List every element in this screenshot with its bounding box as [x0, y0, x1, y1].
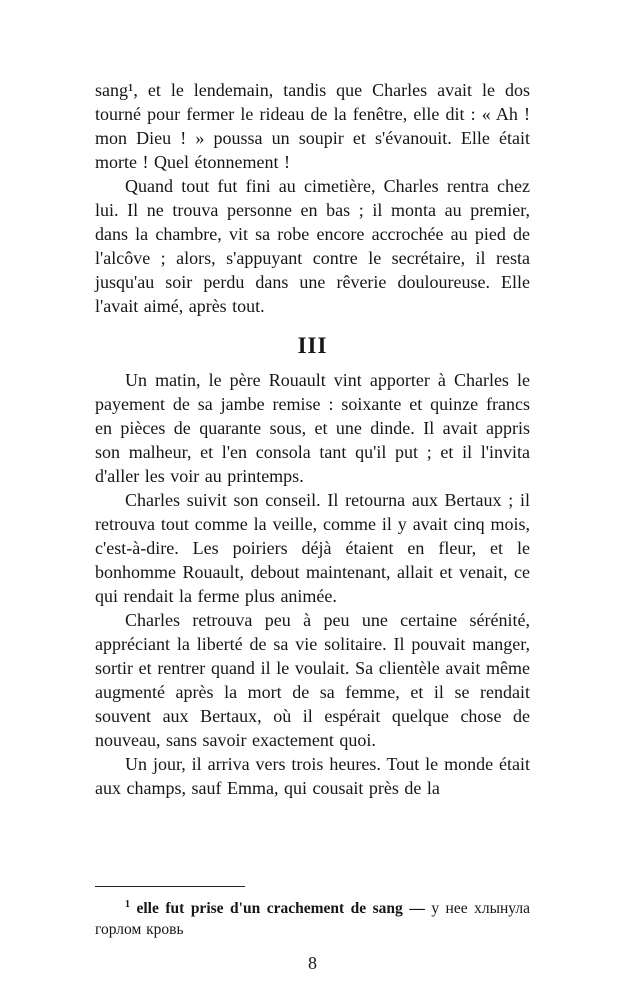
footnote-text: [95, 894, 530, 940]
paragraph: Un matin, le père Rouault vint apporter à Charles le payement de sa jambe remise : soixante et quinze francs en pièces de quarante sous, et une dinde. Il avait appris son malheur, et l'en consola tant qu'il put ; et il l'invita d'aller les voir au printemps.: [95, 370, 530, 486]
paragraph: sang¹, et le lendemain, tandis que Charles avait le dos tourné pour fermer le rideau de la fenêtre, elle dit : « Ah ! mon Dieu ! » poussa un soupir et s'évanouit. Elle était morte ! Quel étonnement !: [95, 80, 530, 172]
paragraph: Un jour, il arriva vers trois heures. Tout le monde était aux champs, sauf Emma, qui cousait près de la: [95, 754, 530, 798]
page-text: [95, 78, 530, 800]
paragraph: Charles suivit son conseil. Il retourna aux Bertaux ; il retrouva tout comme la veille, comme il y avait cinq mois, c'est-à-dire. Les poiriers déjà étaient en fleur, et le bonhomme Rouault, debout maintenant, allait et venait, ce qui rendait la ferme plus animée.: [95, 490, 530, 606]
paragraph: Charles retrouva peu à peu une certaine sérénité, appréciant la liberté de sa vie solitaire. Il pouvait manger, sortir et rentrer quand il le voulait. Sa clientèle avait même augmenté après la mort de sa femme, et il se rendait souvent aux Bertaux, où il espérait quelque chose de nouveau, sans savoir exactement quoi.: [95, 610, 530, 750]
footnote-dash: —: [409, 900, 425, 917]
page-number: 8: [308, 953, 317, 973]
footnote-term: elle fut prise d'un crachement de sang: [136, 900, 403, 917]
chapter-heading: III: [297, 333, 328, 358]
paragraph: Quand tout fut fini au cimetière, Charles rentra chez lui. Il ne trouva personne en bas ; il monta au premier, dans la chambre, vit sa robe encore accrochée au pied de l'alcôve ; alors, s'appuyant contre le secrétaire, il resta jusqu'au soir perdu dans une rêverie douloureuse. Elle l'avait aimé, après tout.: [95, 176, 530, 316]
footnote-divider: [95, 886, 245, 887]
footnote: [95, 886, 530, 940]
footnote-translation: у нее хлынула горлом кровь: [95, 900, 530, 938]
footnote-marker: 1: [125, 898, 130, 910]
